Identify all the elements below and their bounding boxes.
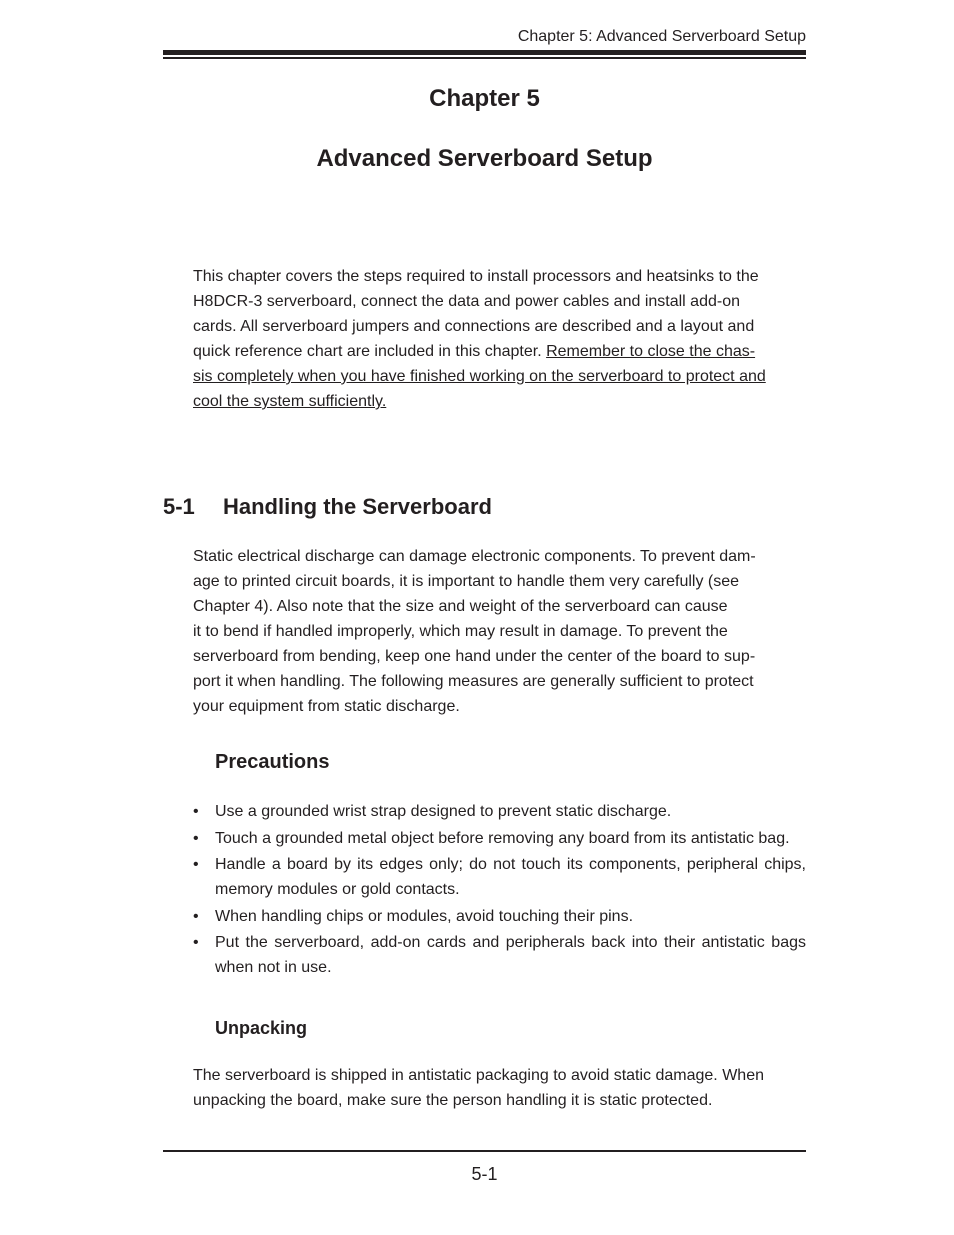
intro-text: This chapter covers the steps required to install processors and heatsinks to the H8DCR-3 serverboard, connect the data and power cables and install add-on cards. All serverboard jumpers and connections are described and a layout and quick reference chart are included in this chapter. bbox=[193, 268, 759, 360]
unpacking-paragraph: The serverboard is shipped in antistatic packaging to avoid static damage. When unpacking the board, make sure the person handling it is static protected. bbox=[193, 1067, 764, 1109]
header-rule-thin bbox=[163, 57, 806, 59]
list-item bbox=[193, 799, 806, 824]
precautions-heading: Precautions bbox=[215, 751, 330, 773]
section-number: 5-1 bbox=[163, 494, 195, 519]
list-item-text: When handling chips or modules, avoid touching their pins. bbox=[215, 907, 634, 925]
intro-underlined-note: Remember to close the chas- sis completely when you have finished working on the serverboard to protect and cool the system sufficiently. bbox=[193, 343, 766, 410]
bullet-glyph: • bbox=[193, 934, 199, 951]
footer-rule bbox=[163, 1150, 806, 1152]
running-header: Chapter 5: Advanced Serverboard Setup bbox=[517, 28, 806, 45]
list-item bbox=[193, 852, 806, 902]
precautions-list bbox=[193, 799, 806, 982]
bullet-glyph: • bbox=[193, 803, 199, 820]
chapter-title: Advanced Serverboard Setup bbox=[316, 145, 653, 172]
list-item bbox=[193, 826, 806, 851]
list-item-text: Touch a grounded metal object before removing any board from its antistatic bag. bbox=[215, 829, 790, 847]
section-title: Handling the Serverboard bbox=[223, 494, 492, 519]
list-item-text: Handle a board by its edges only; do not touch its components, peripheral chips, memory modules or gold contacts. bbox=[215, 856, 806, 898]
header-rule-thick bbox=[163, 50, 806, 55]
list-item-text: Use a grounded wrist strap designed to prevent static discharge. bbox=[215, 803, 672, 820]
unpacking-heading: Unpacking bbox=[215, 1018, 308, 1038]
list-item bbox=[193, 904, 806, 929]
page-number: 5-1 bbox=[471, 1164, 498, 1184]
list-item-text: Put the serverboard, add-on cards and peripherals back into their antistatic bags when not in use. bbox=[215, 934, 806, 976]
intro-paragraph bbox=[193, 264, 806, 414]
handling-paragraph: Static electrical discharge can damage electronic components. To prevent dam- age to printed circuit boards, it is important to handle them very carefully (see Chapter 4). Also note that the size and weight of the serverboard can cause it to bend if handled improperly, which may result in damage. To prevent the serverboard from bending, keep one hand under the center of the board to sup- port it when handling. The following measures are generally sufficient to protect your equipment from static discharge. bbox=[193, 548, 756, 715]
bullet-glyph: • bbox=[193, 829, 199, 847]
section-heading bbox=[163, 492, 492, 522]
bullet-glyph: • bbox=[193, 856, 199, 873]
list-item bbox=[193, 930, 806, 980]
bullet-glyph: • bbox=[193, 907, 199, 925]
chapter-number: Chapter 5 bbox=[429, 85, 540, 112]
